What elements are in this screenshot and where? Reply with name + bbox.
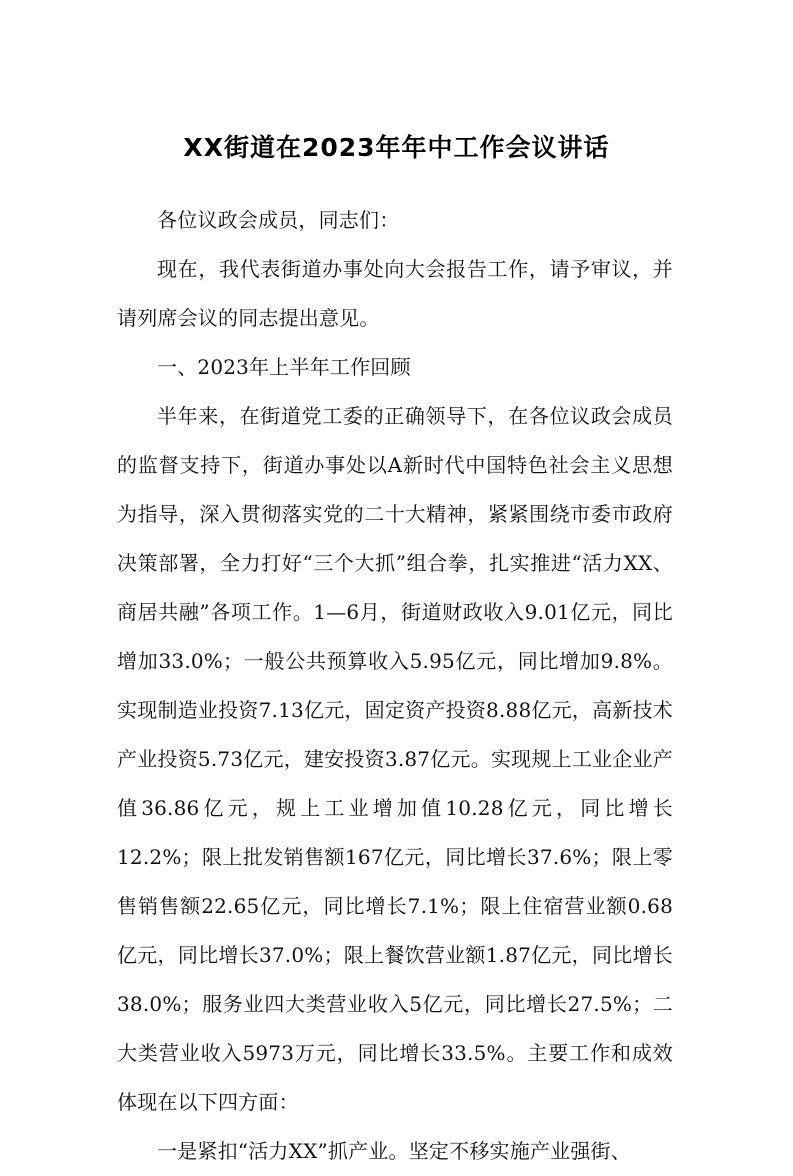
section-heading: 一、2023年上半年工作回顾 (157, 355, 411, 379)
opening-paragraph: 现在，我代表街道办事处向大会报告工作，请予审议，并请列席会议的同志提出意见。 (117, 257, 673, 330)
document-title: XX街道在2023年年中工作会议讲话 (183, 133, 610, 162)
point-one-paragraph: 一是紧扣“活力XX”抓产业。坚定不移实施产业强街、 (157, 1139, 631, 1163)
document-body (117, 196, 673, 1176)
review-paragraph: 半年来，在街道党工委的正确领导下，在各位议政会成员的监督支持下，街道办事处以A新时代中国特色社会主义思想为指导，深入贯彻落实党的二十大精神，紧紧围绕市委市政府决策部署，全力打好“三个大抓”组合拳，扎实推进“活力XX、商居共融”各项工作。1—6月，街道财政收入9.01亿元，同比增加33.0%；一般公共预算收入5.95亿元，同比增加9.8%。实现制造业投资7.13亿元，固定资产投资8.88亿元，高新技术产业投资5.73亿元，建安投资3.87亿元。实现规上工业企业产值36.86亿元，规上工业增加值10.28亿元，同比增长12.2%；限上批发销售额167亿元，同比增长37.6%；限上零售销售额22.65亿元，同比增长7.1%；限上住宿营业额0.68亿元，同比增长37.0%；限上餐饮营业额1.87亿元，同比增长38.0%；服务业四大类营业收入5亿元，同比增长27.5%；二大类营业收入5973万元，同比增长33.5%。主要工作和成效体现在以下四方面： (117, 404, 673, 1114)
salutation-paragraph: 各位议政会成员，同志们： (157, 208, 400, 232)
